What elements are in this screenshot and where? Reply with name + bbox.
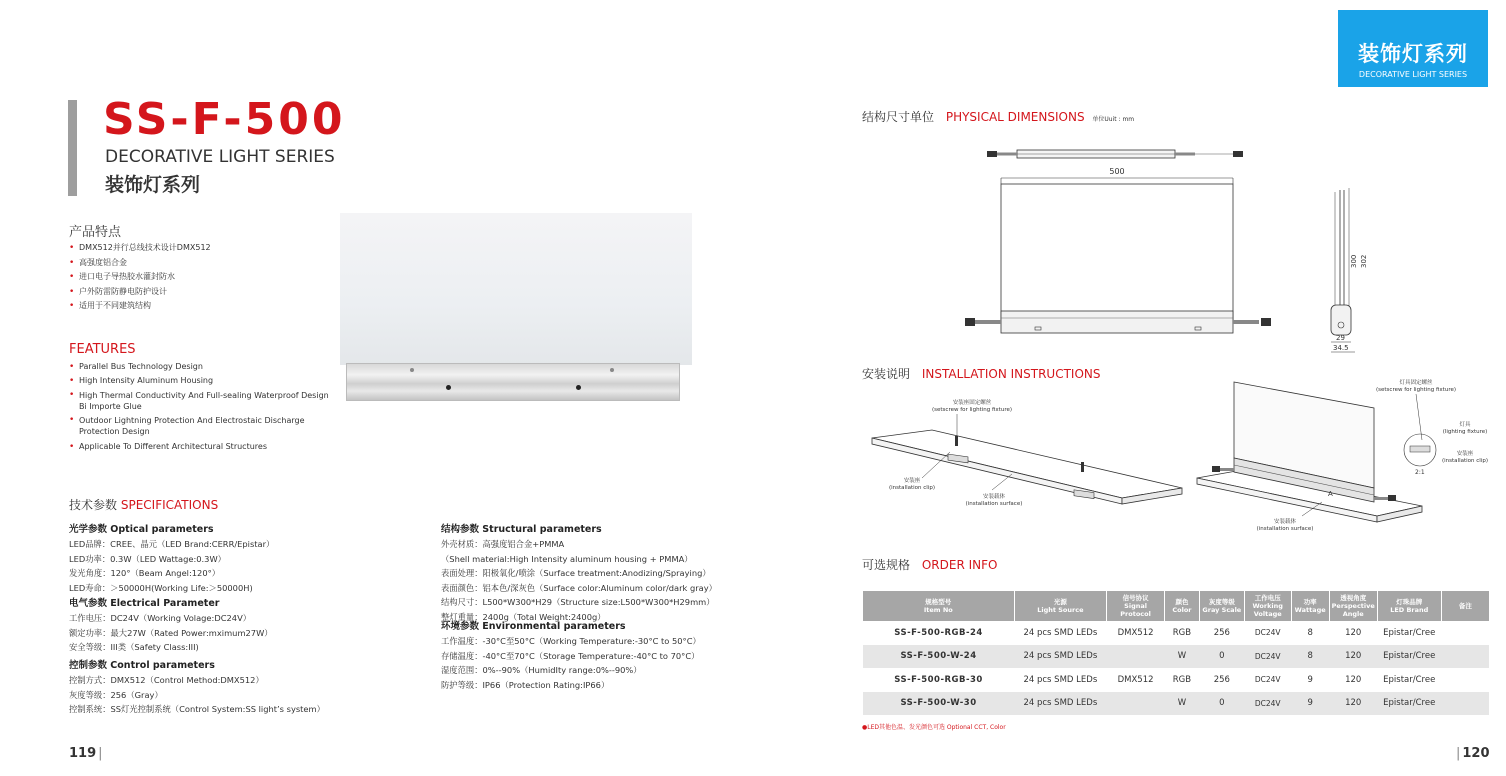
table-header-row (863, 591, 1489, 621)
hole-dot (446, 385, 451, 390)
spec-line: 湿度范围：0%--90%（HumidIty range:0%--90%） (441, 665, 642, 676)
connector-left (987, 151, 997, 157)
th-light-source: 光源 Light Source (1014, 591, 1107, 621)
table-row (863, 645, 1489, 669)
cell-protocol (1107, 692, 1165, 716)
label-fixture-en: (lighting fixture) (1442, 429, 1488, 435)
spec-line: 控制方式：DMX512（Control Method:DMX512） (69, 675, 264, 685)
height-label-2: 302 (1360, 254, 1368, 268)
badge-title-en: DECORATIVE LIGHT SERIES (1358, 70, 1468, 79)
cell-voltage: DC24V (1244, 668, 1291, 692)
label-setscrew-en: (setscrew for lighting fixture) (932, 407, 1012, 413)
order-note: ●LED其他色温、发光颜色可选 Optional CCT, Color (862, 724, 1006, 731)
spec-line: 整灯重量：2400g（Total Weight:2400g） (441, 611, 606, 622)
cell-light-source: 24 pcs SMD LEDs (1014, 692, 1107, 716)
th-signal-protocol: 信号协议 Signal Protocol (1107, 591, 1165, 621)
label-clip-en: (installation clip) (889, 485, 935, 491)
spec-line: 额定功率：最大27W（Rated Power:mximum27W） (69, 627, 273, 638)
features-en-list (69, 360, 329, 454)
th-perspective-angle: 透视角度 Perspective Angle (1329, 591, 1377, 621)
list-item: • Applicable To Different Architectural Structures (69, 440, 329, 454)
dimensions-title-en: PHYSICAL DIMENSIONS (945, 110, 1085, 124)
series-cn: 装饰灯系列 (105, 174, 201, 196)
th-gray-scale: 灰度等级 Gray Scale (1199, 591, 1244, 621)
cell-brand: Epistar/Cree (1377, 621, 1441, 645)
spec-line: 存储温度：-40°C至70°C（Storage Temperature:-40°C to 70°C） (441, 650, 700, 661)
label-r-surface-en: (installation surface) (1256, 526, 1314, 532)
spec-line: LED功率：0.3W（LED Wattage:0.3W） (69, 553, 226, 564)
dimensions-unit: 单位Uuit : mm (1092, 116, 1135, 123)
features-cn-list (69, 241, 329, 314)
page-number-left: 119 | (69, 746, 103, 761)
page-number-left-value: 119 (69, 746, 97, 761)
mark-a: A (1328, 490, 1333, 498)
cell-angle: 120 (1329, 668, 1377, 692)
aluminum-bar (346, 363, 680, 401)
installation-title-en: INSTALLATION INSTRUCTIONS (921, 367, 1101, 381)
cell-color: W (1164, 645, 1199, 669)
page-number-right-value: 120 (1462, 746, 1490, 761)
spec-line: LED品牌：CREE、晶元（LED Brand:CERR/Epistar） (69, 539, 275, 549)
th-color: 颜色 Color (1164, 591, 1199, 621)
spec-control (69, 657, 325, 717)
installation-drawing (862, 378, 1492, 538)
spec-line: 表面颜色：铝本色/深灰色（Surface color:Aluminum color/dark gray） (441, 582, 717, 593)
connector-right (1175, 153, 1195, 156)
cell-gray: 0 (1199, 692, 1244, 716)
cell-color: RGB (1164, 668, 1199, 692)
label-setscrew-cn: 安装座固定螺丝 (952, 400, 992, 406)
cell-remark (1441, 692, 1489, 716)
dimension-drawing (955, 140, 1395, 355)
spec-line: 发光角度：120°（Beam Angel:120°） (69, 568, 221, 579)
cell-gray: 256 (1199, 668, 1244, 692)
list-item: • Parallel Bus Technology Design (69, 360, 329, 374)
screw-dot (610, 368, 614, 372)
th-item-no: 规格型号 Item No (863, 591, 1014, 621)
installation-title-cn: 安装说明 (862, 367, 911, 381)
list-item: • High Thermal Conductivity And Full-sealing Waterproof Design Bi Importe Glue (69, 390, 329, 412)
th-wattage: 功率 Wattage (1291, 591, 1329, 621)
order-title (862, 556, 997, 573)
scale-label: 2:1 (1415, 469, 1425, 476)
cell-voltage: DC24V (1244, 645, 1291, 669)
label-r-clip-en: (installation clip) (1442, 458, 1488, 464)
cell-model: SS-F-500-W-30 (863, 692, 1014, 716)
corner-badge (1338, 10, 1488, 87)
cell-model: SS-F-500-W-24 (863, 645, 1014, 669)
cell-remark (1441, 645, 1489, 669)
depth-label-2: 34.5 (1333, 344, 1349, 352)
spec-optical (69, 521, 274, 595)
cell-gray: 0 (1199, 645, 1244, 669)
cell-remark (1441, 621, 1489, 645)
cell-light-source: 24 pcs SMD LEDs (1014, 668, 1107, 692)
spec-line: 控制系统：SS灯光控制系统（Control System:SS light’s system） (69, 704, 325, 715)
label-r-setscrew-en: (setscrew for lighting fixture) (1376, 387, 1456, 393)
cell-remark (1441, 668, 1489, 692)
label-clip-cn: 安装座 (903, 478, 921, 484)
cell-color: W (1164, 692, 1199, 716)
spec-line: （Shell material:High Intensity aluminum housing + PMMA） (441, 553, 693, 564)
list-item: • 适用于不同建筑结构 (69, 299, 329, 314)
list-item: • High Intensity Aluminum Housing (69, 374, 329, 388)
spec-section-title: 结构参数 Structural parameters (441, 524, 602, 535)
specs-title (69, 496, 218, 513)
spec-line: 防护等级：IP66（Protection Rating:IP66） (441, 679, 610, 690)
height-label-1: 300 (1350, 254, 1358, 268)
table-row (863, 621, 1489, 645)
spec-line: LED寿命：＞50000H(Working Life:＞50000H) (69, 582, 253, 593)
cell-brand: Epistar/Cree (1377, 668, 1441, 692)
spec-line: 灰度等级：256（Gray） (69, 689, 163, 700)
cell-angle: 120 (1329, 621, 1377, 645)
page-number-right: | 120 (1456, 746, 1490, 761)
cell-protocol: DMX512 (1107, 621, 1165, 645)
label-surface-cn: 安装载体 (982, 494, 1006, 500)
th-remark: 备注 (1441, 591, 1489, 621)
specs-title-cn: 技术参数 (69, 498, 118, 512)
cell-angle: 120 (1329, 692, 1377, 716)
dimensions-title-cn: 结构尺寸单位 (862, 110, 935, 124)
spec-section-title: 环境参数 Environmental parameters (441, 621, 626, 632)
cell-brand: Epistar/Cree (1377, 692, 1441, 716)
th-working-voltage: 工作电压 Working Voltage (1244, 591, 1291, 621)
badge-title-cn: 装饰灯系列 (1358, 42, 1468, 66)
cell-brand: Epistar/Cree (1377, 645, 1441, 669)
cell-model: SS-F-500-RGB-30 (863, 668, 1014, 692)
cell-voltage: DC24V (1244, 621, 1291, 645)
cell-protocol: DMX512 (1107, 668, 1165, 692)
list-item: • Outdoor Lightning Protection And Electrostaic Discharge Protection Design (69, 415, 329, 437)
cell-wattage: 8 (1291, 621, 1329, 645)
length-label: 500 (1109, 167, 1125, 176)
spec-section-title: 电气参数 Electrical Parameter (69, 598, 220, 609)
order-title-cn: 可选规格 (862, 558, 911, 572)
list-item: • DMX512并行总线技术设计DMX512 (69, 241, 329, 256)
dimensions-title (862, 108, 1134, 125)
spec-section-title: 控制参数 Control parameters (69, 660, 215, 671)
cell-gray: 256 (1199, 621, 1244, 645)
cell-model: SS-F-500-RGB-24 (863, 621, 1014, 645)
spec-structural (441, 521, 717, 625)
order-title-en: ORDER INFO (921, 558, 998, 572)
product-image (340, 213, 692, 403)
glass-panel (340, 213, 692, 365)
label-r-clip-cn: 安装座 (1456, 451, 1474, 457)
cell-color: RGB (1164, 621, 1199, 645)
series-en: DECORATIVE LIGHT SERIES (105, 147, 335, 167)
front-view-panel (1001, 184, 1233, 321)
cell-wattage: 8 (1291, 645, 1329, 669)
specs-title-en: SPECIFICATIONS (120, 498, 219, 512)
cell-light-source: 24 pcs SMD LEDs (1014, 645, 1107, 669)
spec-environmental (441, 618, 701, 692)
spec-line: 工作温度：-30°C至50°C（Working Temperature:-30°C to 50°C） (441, 636, 701, 646)
side-view-profile (1331, 305, 1351, 335)
cell-voltage: DC24V (1244, 692, 1291, 716)
hole-dot (576, 385, 581, 390)
list-item: • 高强度铝合金 (69, 256, 329, 271)
model-title: SS-F-500 (103, 94, 346, 145)
label-fixture-cn: 灯具 (1459, 422, 1471, 428)
list-item: • 户外防雷防静电防护设计 (69, 285, 329, 300)
spec-line: 表面处理：阳极氧化/喷涂（Surface treatment:Anodizing/Spraying） (441, 568, 711, 579)
header-bar (68, 100, 77, 196)
features-cn-title: 产品特点 (69, 225, 122, 240)
label-r-setscrew-cn: 灯具固定螺丝 (1399, 380, 1433, 386)
cell-wattage: 9 (1291, 668, 1329, 692)
spec-electrical (69, 595, 273, 655)
cell-protocol (1107, 645, 1165, 669)
spec-line: 外壳材质：高强度铝合金+PMMA (441, 539, 565, 549)
label-surface-en: (installation surface) (965, 501, 1023, 507)
spec-line: 结构尺寸：L500*W300*H29（Structure size:L500*W300*H29mm） (441, 597, 715, 608)
cell-angle: 120 (1329, 645, 1377, 669)
th-led-brand: 灯珠品牌 LED Brand (1377, 591, 1441, 621)
order-table (863, 591, 1489, 716)
features-en-title: FEATURES (69, 342, 136, 357)
label-r-surface-cn: 安装载体 (1273, 519, 1297, 525)
depth-label-1: 29 (1336, 334, 1345, 342)
table-row (863, 692, 1489, 716)
spec-line: 安全等级：III类（Safety Class:III) (69, 642, 199, 653)
cell-wattage: 9 (1291, 692, 1329, 716)
screw-dot (410, 368, 414, 372)
list-item: • 进口电子导热胶水灌封防水 (69, 270, 329, 285)
spec-section-title: 光学参数 Optical parameters (69, 524, 214, 535)
table-row (863, 668, 1489, 692)
spec-line: 工作电压：DC24V（Working Volage:DC24V） (69, 613, 252, 623)
cell-light-source: 24 pcs SMD LEDs (1014, 621, 1107, 645)
